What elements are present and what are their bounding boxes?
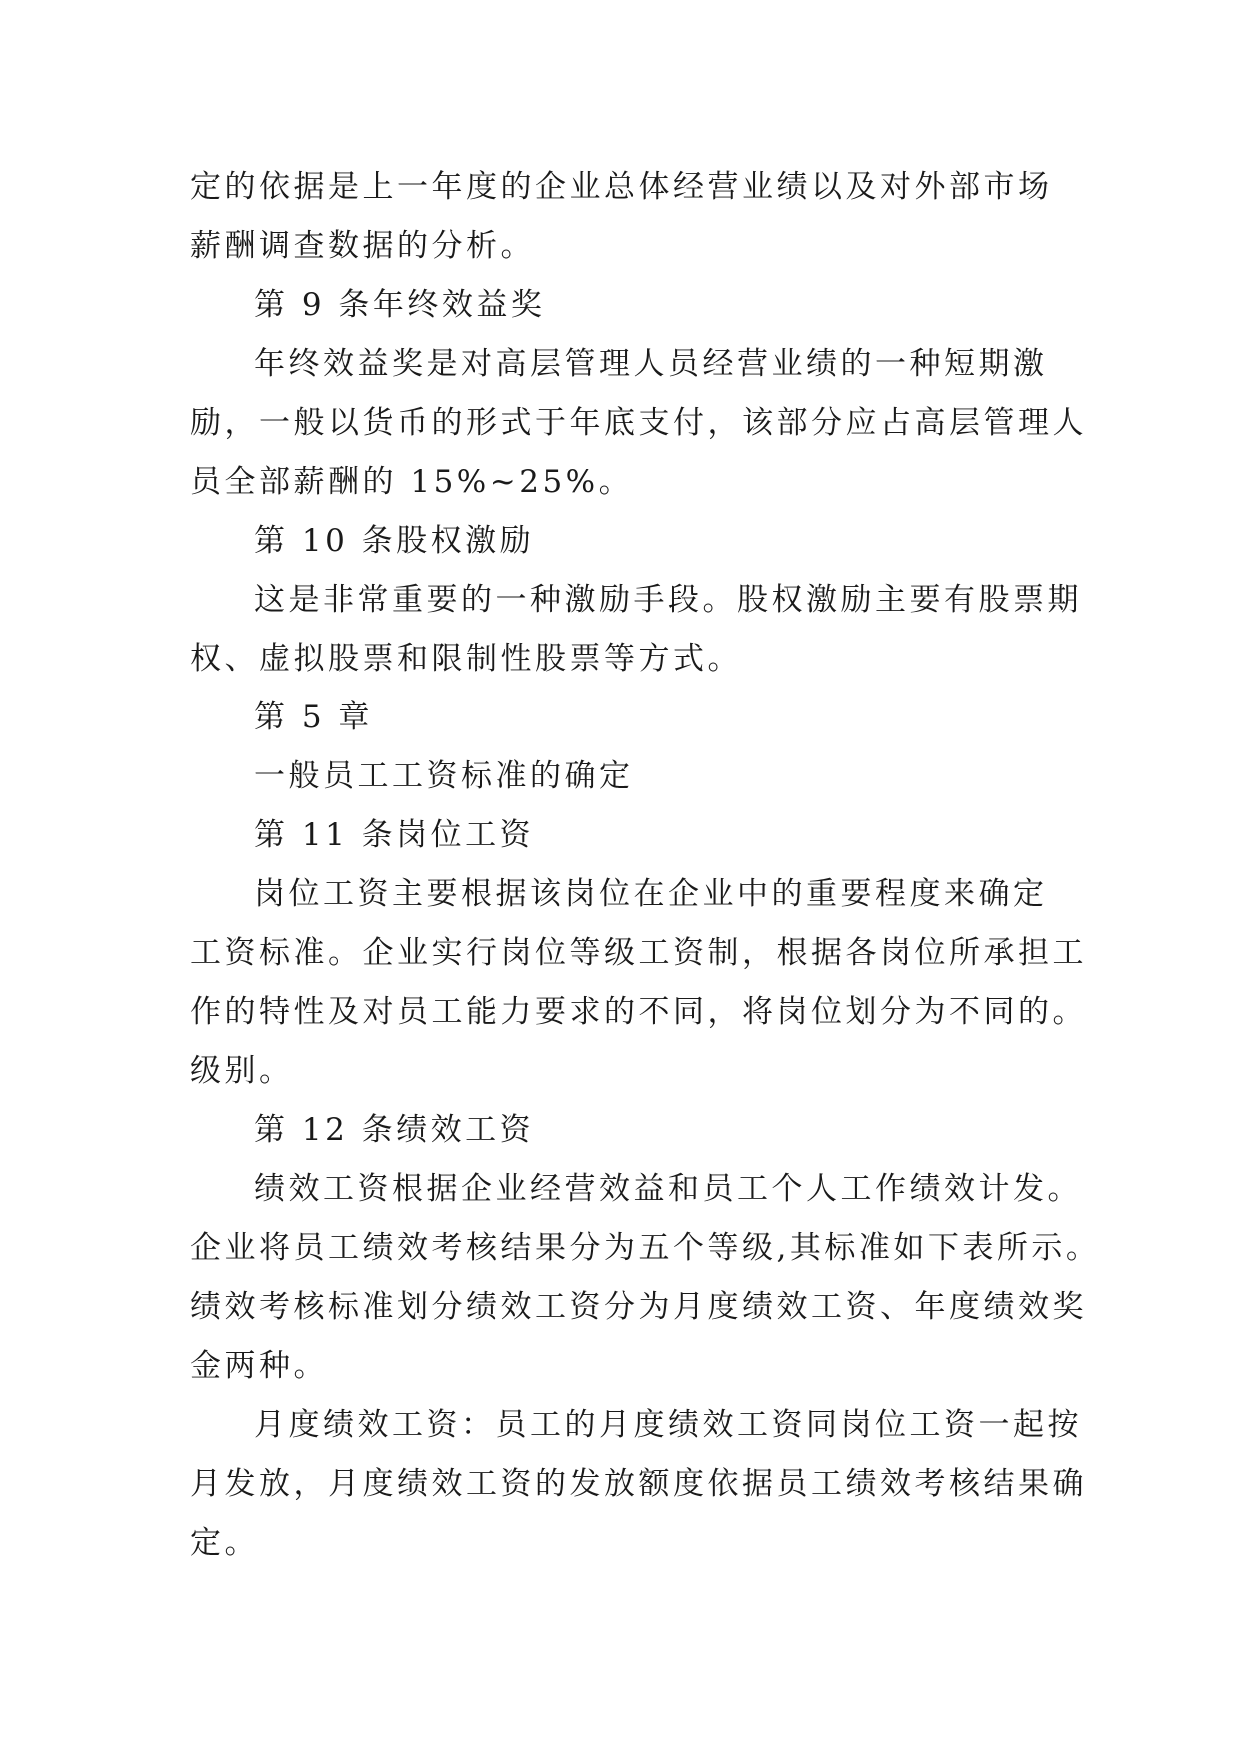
text-line: 月发放，月度绩效工资的发放额度依据员工绩效考核结果确	[190, 1466, 1087, 1502]
text-line: 作的特性及对员工能力要求的不同，将岗位划分为不同的。	[190, 994, 1087, 1030]
text-line: 企业将员工绩效考核结果分为五个等级,其标准如下表所示。	[190, 1230, 1101, 1266]
text-line: 岗位工资主要根据该岗位在企业中的重要程度来确定	[254, 876, 1048, 912]
article-heading: 第 9 条年终效益奖	[254, 287, 546, 323]
article-heading: 第 12 条绩效工资	[254, 1112, 535, 1148]
text-line: 年终效益奖是对高层管理人员经营业绩的一种短期激	[254, 346, 1048, 382]
text-line: 月度绩效工资：员工的月度绩效工资同岗位工资一起按	[254, 1407, 1082, 1443]
article-heading: 第 11 条岗位工资	[254, 817, 535, 853]
text-line: 员全部薪酬的 15%~25%。	[190, 464, 634, 500]
chapter-heading: 第 5 章	[254, 699, 373, 735]
text-line: 定。	[190, 1525, 259, 1561]
text-line: 绩效考核标准划分绩效工资分为月度绩效工资、年度绩效奖	[190, 1289, 1087, 1325]
text-line: 级别。	[190, 1053, 294, 1089]
article-heading: 第 10 条股权激励	[254, 523, 535, 559]
text-line: 薪酬调查数据的分析。	[190, 228, 535, 264]
chapter-title: 一般员工工资标准的确定	[254, 758, 634, 794]
text-line: 工资标准。企业实行岗位等级工资制，根据各岗位所承担工	[190, 935, 1087, 971]
text-line: 绩效工资根据企业经营效益和员工个人工作绩效计发。	[254, 1171, 1082, 1207]
text-line: 这是非常重要的一种激励手段。股权激励主要有股票期	[254, 582, 1082, 618]
text-line: 定的依据是上一年度的企业总体经营业绩以及对外部市场	[190, 169, 1053, 205]
text-line: 权、虚拟股票和限制性股票等方式。	[190, 641, 742, 677]
text-line: 金两种。	[190, 1348, 328, 1384]
text-line: 励，一般以货币的形式于年底支付，该部分应占高层管理人	[190, 405, 1087, 441]
